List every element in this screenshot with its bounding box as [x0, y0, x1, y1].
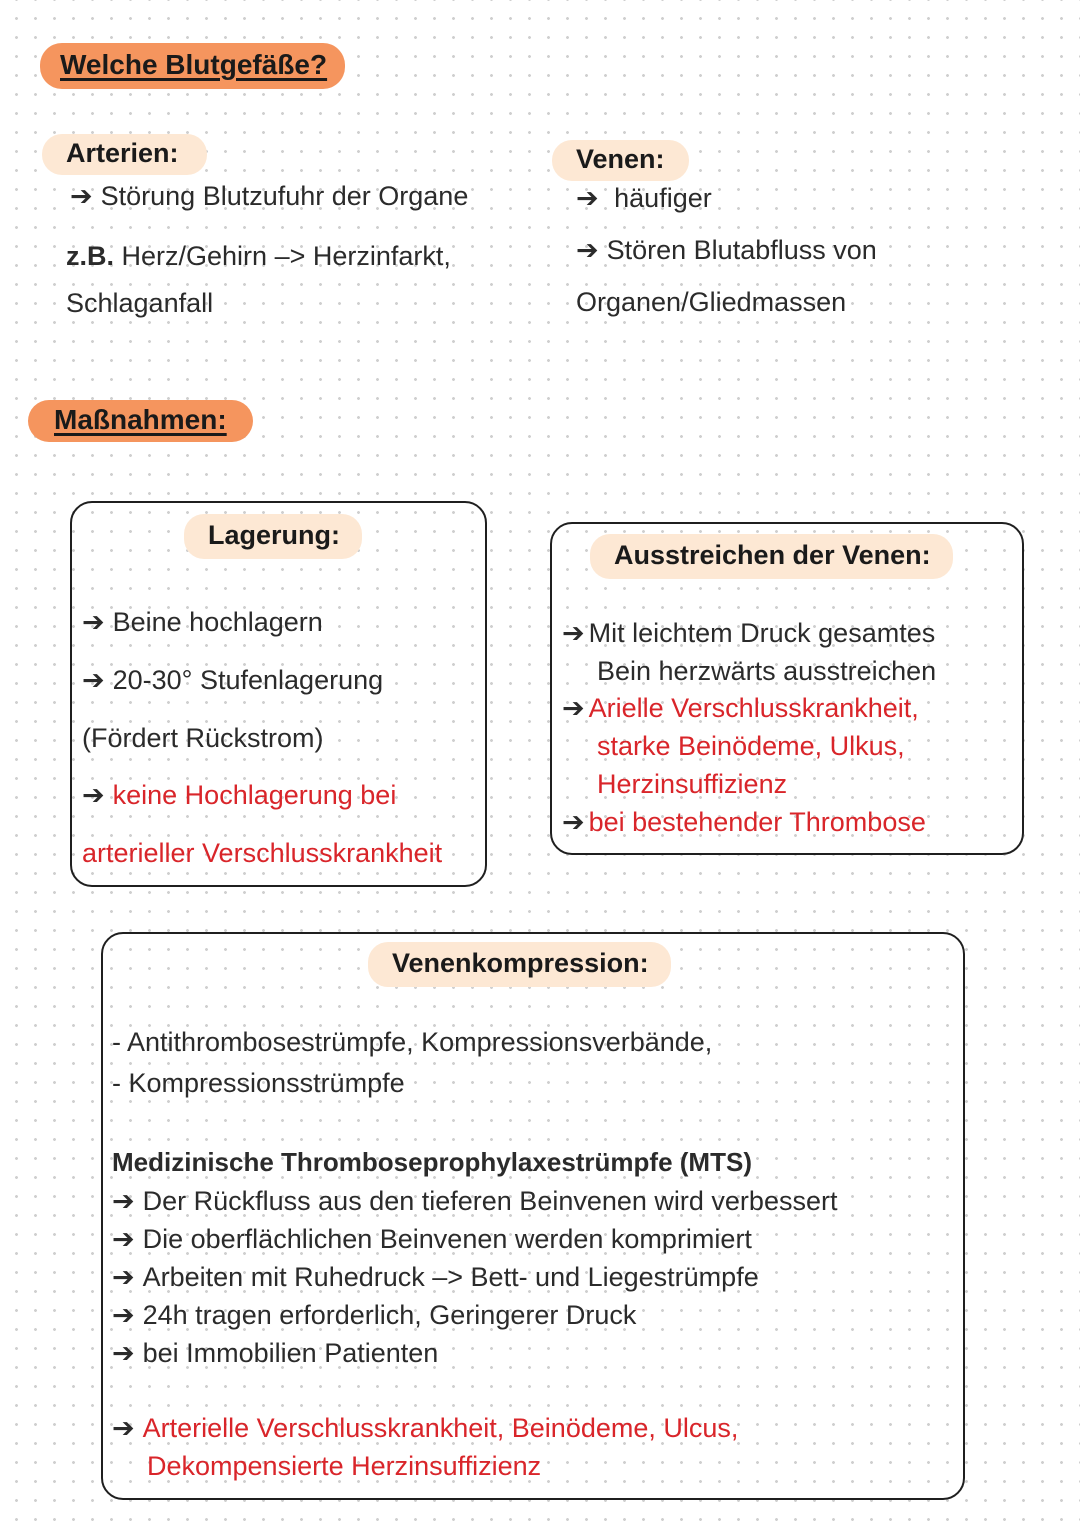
venen-line1: ➔ häufiger	[576, 183, 712, 213]
arrow-right-icon: ➔	[562, 807, 585, 837]
arrow-right-icon: ➔	[82, 665, 105, 695]
ausstreichen-contra: ➔ Arielle Verschlusskrankheit,	[562, 693, 919, 723]
arrow-right-icon: ➔	[562, 618, 585, 648]
arrow-right-icon: ➔	[576, 183, 599, 213]
arrow-right-icon: ➔	[112, 1262, 135, 1292]
venen-line2: ➔ Stören Blutabfluss von	[576, 235, 877, 265]
lagerung-item: ➔ Beine hochlagern	[82, 607, 323, 637]
venen-line3: Organen/Gliedmassen	[576, 287, 847, 317]
arterien-example-line2: Schlaganfall	[66, 288, 214, 318]
kompression-contra-line2: Dekompensierte Herzinsuffizienz	[147, 1451, 542, 1481]
lagerung-warning-line2: arterieller Verschlusskrankheit	[82, 838, 443, 868]
massnahmen-heading: Maßnahmen:	[28, 400, 253, 442]
ausstreichen-contra: ➔ bei bestehender Thrombose	[562, 807, 926, 837]
arterien-example: z.B. Herz/Gehirn –> Herzinfarkt,	[66, 241, 451, 271]
arrow-right-icon: ➔	[112, 1338, 135, 1368]
venen-heading: Venen:	[552, 140, 689, 181]
ausstreichen-heading: Ausstreichen der Venen:	[590, 534, 953, 579]
mts-item: ➔ 24h tragen erforderlich, Geringerer Druck	[112, 1300, 637, 1330]
kompression-contra: ➔ Arterielle Verschlusskrankheit, Beinödeme, Ulcus,	[112, 1413, 739, 1443]
arrow-right-icon: ➔	[112, 1300, 135, 1330]
arrow-right-icon: ➔	[576, 235, 599, 265]
arrow-right-icon: ➔	[82, 780, 105, 810]
mts-title: Medizinische Thromboseprophylaxestrümpfe (MTS)	[112, 1147, 752, 1177]
lagerung-warning: ➔ keine Hochlagerung bei	[82, 780, 397, 810]
page-title: Welche Blutgefäße?	[40, 43, 345, 89]
mts-item: ➔ bei Immobilien Patienten	[112, 1338, 439, 1368]
ausstreichen-contra-line2: starke Beinödeme, Ulkus,	[597, 731, 905, 761]
arrow-right-icon: ➔	[112, 1224, 135, 1254]
mts-item: ➔ Arbeiten mit Ruhedruck –> Bett- und Liegestrümpfe	[112, 1262, 759, 1292]
kompression-heading: Venenkompression:	[368, 942, 671, 987]
ausstreichen-contra-line3: Herzinsuffizienz	[597, 769, 788, 799]
arrow-right-icon: ➔	[112, 1413, 135, 1443]
arrow-right-icon: ➔	[112, 1186, 135, 1216]
ausstreichen-item: ➔ Mit leichtem Druck gesamtes	[562, 618, 936, 648]
arrow-right-icon: ➔	[70, 181, 93, 211]
mts-item: ➔ Die oberflächlichen Beinvenen werden komprimiert	[112, 1224, 752, 1254]
lagerung-item: (Fördert Rückstrom)	[82, 723, 324, 753]
arrow-right-icon: ➔	[562, 693, 585, 723]
ausstreichen-item-line2: Bein herzwärts ausstreichen	[597, 656, 937, 686]
mts-item: ➔ Der Rückfluss aus den tieferen Beinvenen wird verbessert	[112, 1186, 838, 1216]
arterien-heading: Arterien:	[42, 134, 207, 175]
arrow-right-icon: ➔	[82, 607, 105, 637]
lagerung-item: ➔ 20-30° Stufenlagerung	[82, 665, 384, 695]
lagerung-heading: Lagerung:	[184, 514, 362, 559]
arterien-line: ➔ Störung Blutzufuhr der Organe	[70, 181, 469, 211]
kompression-dash: - Antithrombosestrümpfe, Kompressionsverbände,	[112, 1027, 713, 1057]
kompression-dash: - Kompressionsstrümpfe	[112, 1068, 405, 1098]
